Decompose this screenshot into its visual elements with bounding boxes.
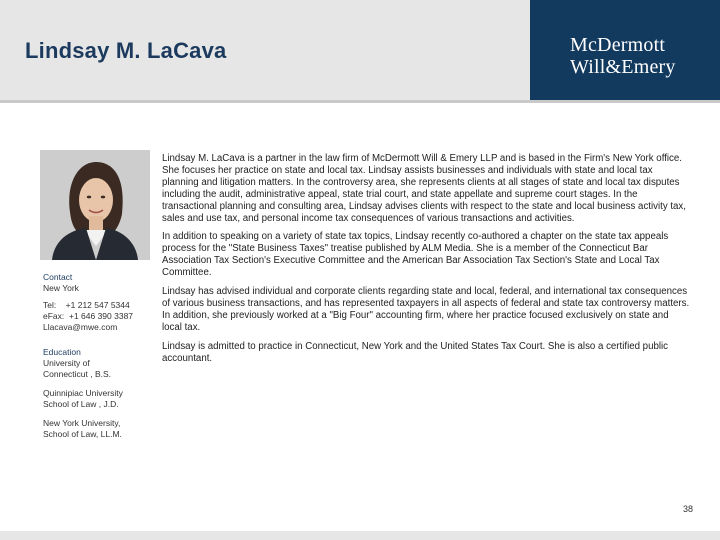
portrait-photo	[40, 150, 150, 260]
logo-line-2: Will&Emery	[570, 56, 676, 78]
efax: eFax: +1 646 390 3387	[43, 311, 134, 321]
portrait-photo-icon	[40, 150, 150, 260]
footer-bar	[0, 531, 720, 540]
biography	[162, 153, 690, 372]
email-link[interactable]: Llacava@mwe.com	[43, 322, 118, 332]
contact-sidebar	[43, 272, 158, 440]
page-title: Lindsay M. LaCava	[25, 38, 227, 63]
education-item: School of Law, LL.M.	[43, 429, 122, 439]
firm-logo	[530, 0, 720, 100]
contact-heading: Contact	[43, 272, 73, 282]
education-item: New York University,	[43, 418, 121, 428]
page-number: 38	[683, 504, 694, 514]
education-item: Quinnipiac University	[43, 388, 123, 398]
header-divider	[0, 100, 720, 103]
telephone: Tel: +1 212 547 5344	[43, 300, 130, 310]
education-item: Connecticut , B.S.	[43, 369, 112, 379]
office-location: New York	[43, 283, 79, 293]
bio-paragraph: Lindsay has advised individual and corporate clients regarding state and local, federal, and international tax consequences of various business transactions, and has represented taxpayers in all aspects of federal and state tax controversy matters. In addition, she previously worked at a "Big Four" accounting firm, where her practice focused exclusively on state and local tax.	[162, 286, 690, 333]
education-item: School of Law , J.D.	[43, 399, 119, 409]
bio-paragraph: Lindsay M. LaCava is a partner in the law firm of McDermott Will & Emery LLP and is based in the Firm's New York office. She focuses her practice on state and local tax. Lindsay assists businesses and individuals with state and local tax planning and litigation matters. In the controversy area, she represents clients at all stages of state and local tax disputes including the audit, administrative appeal, state trial court, and state appellate and supreme court stages. In the transactional planning and consulting area, Lindsay advises clients with respect to the state and local business activity tax, sales and use tax, and personal income tax consequences of various transactions and activities.	[162, 153, 686, 224]
bio-paragraph: Lindsay is admitted to practice in Connecticut, New York and the United States Tax Court. She is also a certified public accountant.	[162, 340, 668, 364]
education-heading: Education	[43, 347, 81, 357]
education-item: University of	[43, 358, 90, 368]
logo-line-1: McDermott	[570, 34, 666, 56]
bio-paragraph: In addition to speaking on a variety of state tax topics, Lindsay recently co-authored a chapter on the state tax appeals process for the "State Business Taxes" treatise published by ALM Media. She is a member of the Connecticut Bar Association Tax Section's Executive Committee and the American Bar Association Tax Section's State and Local Tax Committee.	[162, 231, 669, 279]
